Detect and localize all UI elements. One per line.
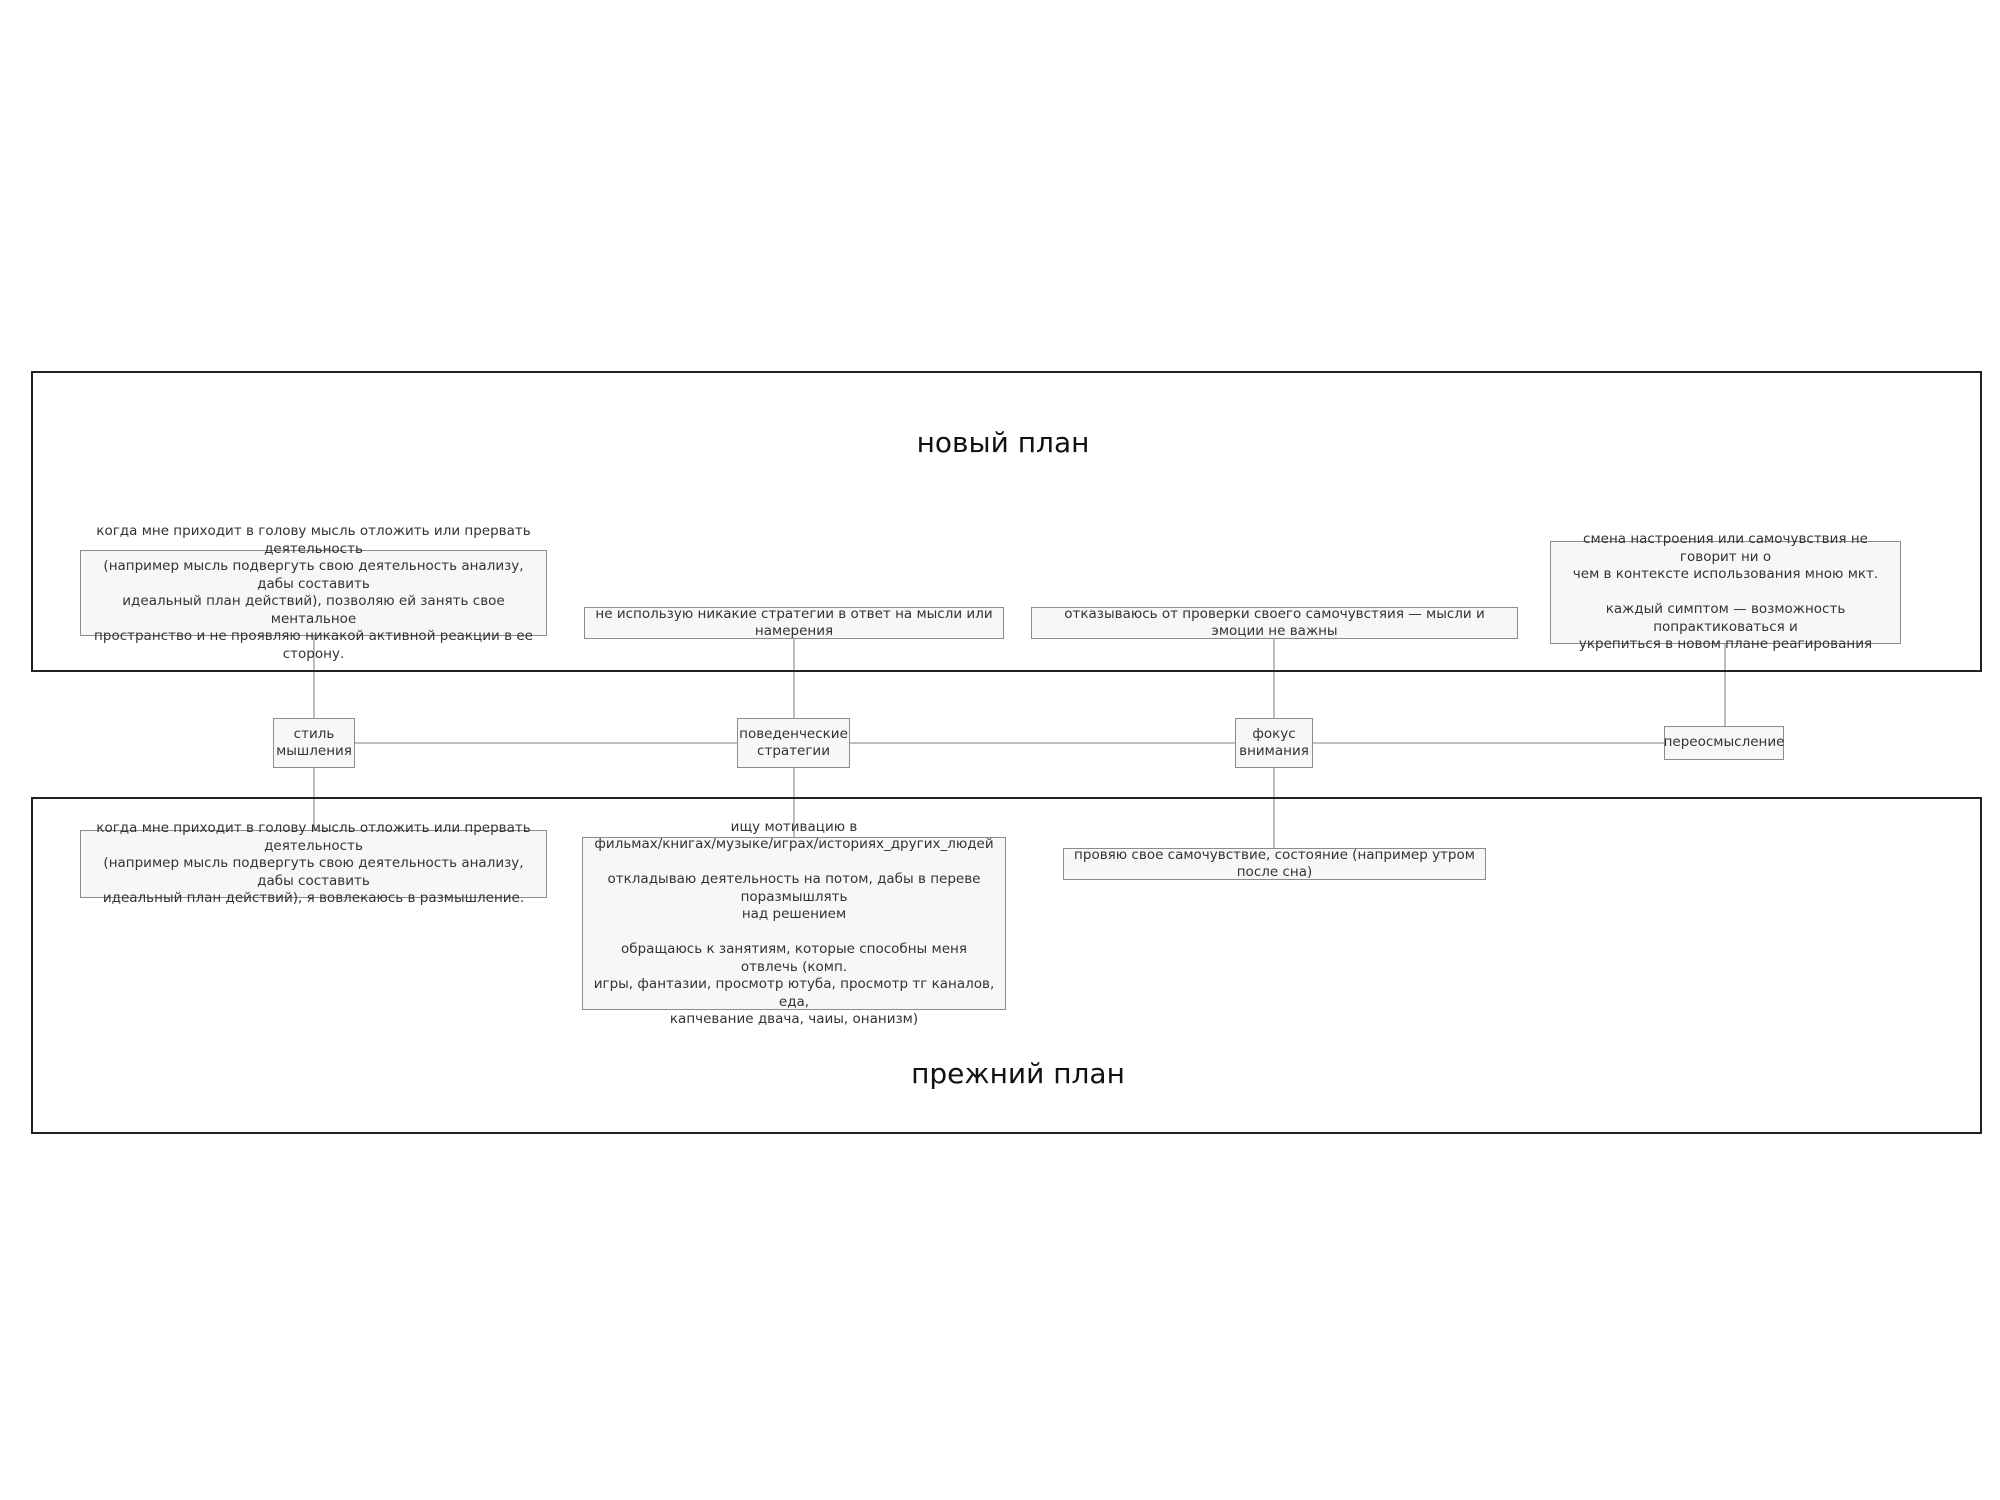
hub-label: стиль мышления (276, 725, 352, 759)
node-text: не использую никакие стратегии в ответ на мысли или намерения (595, 605, 993, 639)
node-text: когда мне приходит в голову мысль отложить или прервать деятельность (например мысль подвергуть свою деятельность анализу, дабы составить идеальный план действий), я вовлекаюсь в размышление. (96, 820, 531, 907)
old-plan-attention-focus-node[interactable] (1063, 848, 1486, 880)
node-text: провяю свое самочувствие, состояние (например утром после сна) (1074, 846, 1475, 880)
hub-thinking-style[interactable] (273, 718, 355, 768)
old-plan-thinking-style-node[interactable] (80, 820, 547, 907)
node-text: отказываюсь от проверки своего самочувстяия — мысли и эмоции не важны (1064, 605, 1485, 639)
old-plan-title: прежний план (911, 1057, 1125, 1090)
hub-attention-focus[interactable] (1235, 718, 1313, 768)
new-plan-attention-focus-node[interactable] (1031, 607, 1518, 639)
hub-label: переосмысление (1663, 734, 1785, 751)
old-plan-behavior-strategies-node[interactable] (582, 818, 1006, 1027)
new-plan-title: новый план (916, 426, 1090, 459)
node-text: смена настроения или самочувствия не говорит ни о чем в контексте использования мною мкт. каждый симптом — возможность попрактиковаться и укрепиться в новом плане реагирования (1572, 531, 1879, 653)
node-text: ищу мотивацию в фильмах/книгах/музыке/играх/историях_других_людей откладываю деятельность на потом, дабы в переве поразмышлять над решением обращаюсь к занятиям, которые способны меня отвлечь (комп. игры, фантазии, просмотр ютуба, просмотр тг каналов, еда, капчевание двача, чаиы, онанизм) (593, 818, 995, 1027)
hub-label: поведенческие стратегии (739, 725, 848, 759)
new-plan-behavior-strategies-node[interactable] (584, 607, 1004, 639)
node-text: когда мне приходит в голову мысль отложить или прервать деятельность (например мысль подвергуть свою деятельность анализу, дабы составить идеальный план действий), позволяю ей занять свое ментальное пространство и не проявляю никакой активной реакции в ее сторону. (94, 523, 533, 662)
new-plan-reappraisal-node[interactable] (1550, 531, 1901, 653)
hub-behavior-strategies[interactable] (737, 718, 850, 768)
new-plan-thinking-style-node[interactable] (80, 523, 547, 662)
hub-reappraisal[interactable] (1664, 726, 1784, 760)
hub-label: фокус внимания (1239, 725, 1309, 759)
